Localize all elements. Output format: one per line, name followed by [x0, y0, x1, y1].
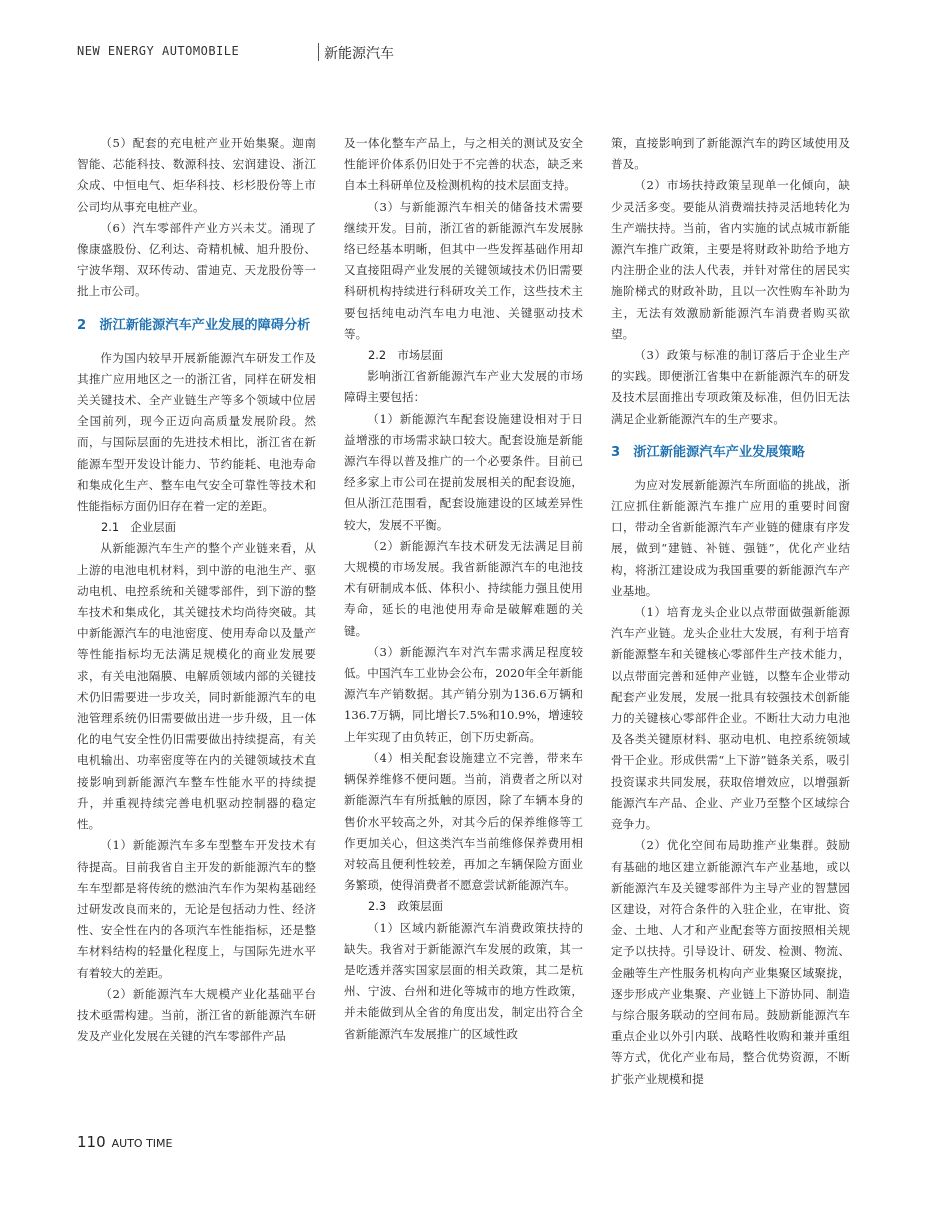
- header-english: NEW ENERGY AUTOMOBILE: [77, 44, 240, 58]
- paragraph: （1）区域内新能源汽车消费政策扶持的缺失。我省对于新能源汽车发展的政策，其一是吃透并落实国家层面的相关政策，其二是杭州、宁波、台州和进化等城市的地方性政策，并未能做到从全省的角度出发，制定出符合全省新能源汽车发展推广的区域性政: [344, 920, 583, 1041]
- subsection-heading-2-3: 2.3 政策层面: [368, 899, 444, 914]
- paragraph: （6）汽车零部件产业方兴未艾。涌现了像康盛股份、亿利达、奇精机械、旭升股份、宁波华翔、双环传动、雷迪克、天龙股份等一批上市公司。: [77, 220, 316, 299]
- paragraph: （4）相关配套设施建立不完善，带来车辆保养维修不便问题。当前，消费者之所以对新能源汽车有所抵触的原因，除了车辆本身的售价水平较高之外，对其今后的保养维修等工作更加关心，但这类汽车当前维修保养费用相对较高且便利性较差，再加之车辆保险方面业务繁琐，使得消费者不愿意尝试新能源汽车。: [344, 750, 583, 893]
- paragraph: （2）优化空间布局助推产业集群。鼓励有基础的地区建立新能源汽车产业基地，或以新能源汽车及关键零部件为主导产业的智慧园区建设，对符合条件的入驻企业，在审批、资金、土地、人才和产业配套等方面按照相关规定予以扶持。引导设计、研发、检测、物流、金融等生产性服务机构向产业集聚区域聚拢，逐步形成产业集聚、产业链上下游协同、制造与综合服务联动的空间布局。鼓励新能源汽车重点企业以外引内联、战略性收购和兼并重组等方式，优化产业布局，整合优势资源，不断扩张产业规模和提: [611, 838, 850, 1086]
- paragraph: 策，直接影响到了新能源汽车的跨区域使用及普及。: [611, 136, 850, 172]
- subsection-heading-2-2: 2.2 市场层面: [368, 348, 444, 363]
- page-number: 110: [77, 1133, 106, 1151]
- paragraph: 影响浙江省新能源汽车产业大发展的市场障碍主要包括：: [344, 369, 583, 405]
- paragraph: （1）培育龙头企业以点带面做强新能源汽车产业链。龙头企业壮大发展，有利于培育新能源整车和关键核心零部件生产技术能力，以点带面完善和延伸产业链，以整车企业带动配套产业发展，发展一批具有较强技术创新能力的关键核心零部件企业。不断壮大动力电池及各类关键原材料、驱动电机、电控系统领域骨干企业。形成供需“上下游”链条关系，吸引投资谋求共同发展，获取倍增效应，以增强新能源汽车产品、企业、产业乃至整个区域综合竞争力。: [611, 605, 850, 832]
- section-heading-3: 3 浙江新能源汽车产业发展策略: [611, 444, 805, 460]
- paragraph: 为应对发展新能源汽车所面临的挑战，浙江应抓住新能源汽车推广应用的重要时间窗口，带动全省新能源汽车产业链的健康有序发展，做到“建链、补链、强链”，优化产业结构，将浙江建设成为我国重要的新能源汽车产业基地。: [611, 477, 850, 598]
- magazine-name: AUTO TIME: [111, 1137, 173, 1150]
- paragraph: （1）新能源汽车多车型整车开发技术有待提高。目前我省自主开发的新能源汽车的整车车型都是将传统的燃油汽车作为架构基础经过研发改良而来的，无论是包括动力性、经济性、安全性在内的各项汽车性能指标，还是整车材料结构的轻量化程度上，与国际先进水平有着较大的差距。: [77, 838, 316, 980]
- paragraph: （2）新能源汽车大规模产业化基础平台技术亟需构建。当前，浙江省的新能源汽车研发及产业化发展在关键的汽车零部件产品: [77, 986, 316, 1044]
- subsection-heading-2-1: 2.1 企业层面: [101, 520, 177, 535]
- section-heading-2: 2 浙江新能源汽车产业发展的障碍分析: [77, 317, 311, 333]
- header-chinese: 新能源汽车: [324, 46, 394, 62]
- paragraph: 作为国内较早开展新能源汽车研发工作及其推广应用地区之一的浙江省，同样在研发相关关键技术、全产业链生产等多个领域中位居全国前列，现今正迈向高质量发展阶段。然而，与国际层面的先进技术相比，浙江省在新能源车型开发设计能力、节约能耗、电池寿命和集成化生产、整车电气安全可靠性等技术和性能指标方面仍旧存在着一定的差距。: [77, 350, 316, 514]
- column-1: [77, 133, 316, 1047]
- paragraph: （3）与新能源汽车相关的储备技术需要继续开发。目前，浙江省的新能源汽车发展脉络已经基本明晰，但其中一些发挥基础作用却又直接阻碍产业发展的关键领域技术仍旧需要科研机构持续进行科研攻关工作，这些技术主要包括纯电动汽车电力电池、关键驱动技术等。: [344, 199, 583, 341]
- paragraph: （2）市场扶持政策呈现单一化倾向，缺少灵活多变。要能从消费端扶持灵活地转化为生产端扶持。当前，省内实施的试点城市新能源汽车推广政策，主要是将财政补助给予地方内注册企业的法人代表，并针对常住的居民实施阶梯式的财政补助，且以一次性购车补助为主，无法有效激励新能源汽车消费者购买欲望。: [611, 178, 850, 341]
- column-2: [344, 133, 583, 1045]
- paragraph: （5）配套的充电桩产业开始集聚。迦南智能、芯能科技、数源科技、宏润建设、浙江众成、中恒电气、炬华科技、杉杉股份等上市公司均从事充电桩产业。: [77, 136, 316, 214]
- column-3: [611, 133, 850, 1090]
- header-divider: [318, 43, 319, 61]
- paragraph: 从新能源汽车生产的整个产业链来看，从上游的电池电机材料，到中游的电池生产、驱动电机、电控系统和关键零部件，到下游的整车技术和集成化，其关键技术均尚待突破。其中新能源汽车的电池密度、使用寿命以及量产等性能指标均无法满足规模化的商业发展要求，有关电池隔膜、电解质领域内部的关键技术仍旧需要进一步攻关，同时新能源汽车的电池管理系统仍旧需要做出进一步升级，且一体化的电气安全性仍旧需要做出持续提高，有关电机输出、功率密度等在内的关键领域技术直接影响到新能源汽车整车性能水平的持续提升，并重视持续完善电机驱动控制器的稳定性。: [77, 541, 316, 832]
- paragraph: 及一体化整车产品上，与之相关的测试及安全性能评价体系仍旧处于不完善的状态，缺乏来自本土科研单位及检测机构的技术层面支持。: [344, 136, 583, 193]
- page-footer: [77, 1132, 173, 1151]
- paragraph: （3）政策与标准的制订落后于企业生产的实践。即便浙江省集中在新能源汽车的研发及技术层面推出专项政策及标准，但仍旧无法满足企业新能源汽车的生产要求。: [611, 348, 850, 426]
- paragraph: （2）新能源汽车技术研发无法满足目前大规模的市场发展。我省新能源汽车的电池技术有研制成本低、体积小、持续能力强且使用寿命，延长的电池使用寿命是破解难题的关键。: [344, 538, 583, 638]
- paragraph: （1）新能源汽车配套设施建设相对于日益增涨的市场需求缺口较大。配套设施是新能源汽车得以普及推广的一个必要条件。目前已经多家上市公司在提前发展相关的配套设施，但从浙江范围看，配套设施建设的区域差异性较大，发展不平衡。: [344, 411, 583, 532]
- paragraph: （3）新能源汽车对汽车需求满足程度较低。中国汽车工业协会公布，2020年全年新能源汽车产销数据。其产销分别为136.6万辆和136.7万辆，同比增长7.5%和10.9%，增速较上年实现了由负转正，创下历史新高。: [344, 644, 583, 744]
